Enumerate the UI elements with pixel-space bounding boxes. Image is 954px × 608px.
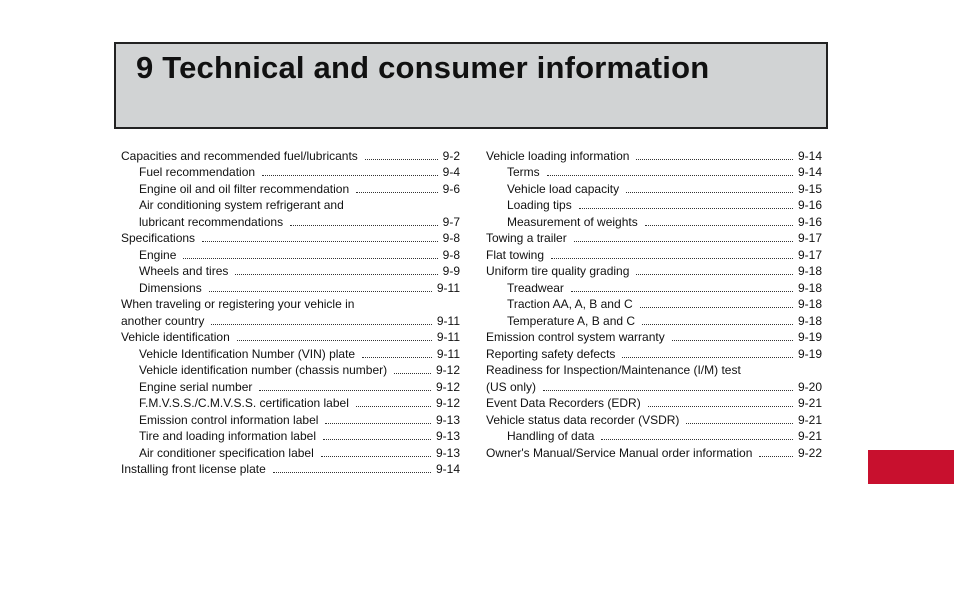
toc-dot-leader bbox=[273, 472, 431, 473]
chapter-thumb-tab bbox=[868, 450, 954, 484]
toc-dot-leader bbox=[601, 439, 793, 440]
toc-dot-leader bbox=[622, 357, 793, 358]
toc-entry-page: 9-16 bbox=[797, 214, 822, 229]
toc-dot-leader bbox=[636, 274, 793, 275]
toc-entry[interactable] bbox=[121, 460, 460, 477]
toc-entry[interactable] bbox=[121, 443, 460, 460]
toc-entry-page: 9-13 bbox=[435, 429, 460, 443]
toc-dot-leader bbox=[543, 390, 793, 391]
toc-entry-label: Air conditioner specification label bbox=[139, 445, 314, 460]
toc-dot-leader bbox=[642, 324, 793, 325]
toc-dot-leader bbox=[259, 390, 431, 391]
toc-dot-leader bbox=[672, 340, 793, 341]
toc-entry-page: 9-19 bbox=[797, 346, 822, 361]
toc-entry-page: 9-7 bbox=[442, 214, 460, 229]
toc-entry-page: 9-11 bbox=[436, 313, 460, 328]
toc-entry-label: Engine serial number bbox=[139, 379, 253, 394]
toc-entry[interactable] bbox=[486, 344, 822, 361]
toc-dot-leader bbox=[365, 159, 438, 160]
toc-entry-page: 9-21 bbox=[797, 429, 822, 443]
toc-entry[interactable] bbox=[486, 295, 822, 312]
toc-entry-page: 9-22 bbox=[797, 445, 822, 460]
toc-dot-leader bbox=[235, 274, 437, 275]
toc-entry-label: Vehicle loading information bbox=[486, 148, 630, 163]
chapter-header bbox=[114, 42, 828, 129]
toc-entry-page: 9-18 bbox=[797, 264, 822, 278]
toc-entry-page: 9-21 bbox=[797, 396, 822, 410]
toc-entry[interactable] bbox=[121, 394, 460, 411]
toc-entry-label: Dimensions bbox=[139, 280, 202, 295]
toc-entry-label: Event Data Recorders (EDR) bbox=[486, 396, 641, 410]
toc-entry-label: Readiness for Inspection/Maintenance (I/M) test bbox=[486, 363, 741, 377]
toc-entry-label: Reporting safety defects bbox=[486, 346, 616, 361]
toc-entry-label: Vehicle Identification Number (VIN) plate bbox=[139, 346, 356, 361]
toc-entry[interactable] bbox=[121, 245, 460, 262]
toc-entry-page: 9-18 bbox=[797, 297, 822, 311]
toc-entry-label: Handling of data bbox=[507, 429, 595, 443]
toc-dot-leader bbox=[645, 225, 793, 226]
toc-entry-page: 9-8 bbox=[442, 231, 460, 245]
toc-dot-leader bbox=[321, 456, 431, 457]
toc-entry-label: Emission control information label bbox=[139, 412, 319, 427]
toc-entry[interactable] bbox=[121, 311, 460, 328]
toc-entry-label: Uniform tire quality grading bbox=[486, 264, 630, 278]
toc-left-column bbox=[121, 146, 460, 476]
toc-entry-label: Loading tips bbox=[507, 198, 572, 212]
toc-entry[interactable] bbox=[121, 262, 460, 279]
toc-entry[interactable] bbox=[486, 328, 822, 345]
toc-dot-leader bbox=[759, 456, 793, 457]
toc-dot-leader bbox=[394, 373, 431, 374]
toc-entry-label: Air conditioning system refrigerant and bbox=[139, 198, 344, 212]
toc-entry[interactable] bbox=[486, 394, 822, 411]
toc-entry-page: 9-12 bbox=[435, 396, 460, 410]
toc-entry-label: Tire and loading information label bbox=[139, 429, 316, 443]
toc-entry-label: Wheels and tires bbox=[139, 264, 229, 278]
toc-entry-page: 9-4 bbox=[442, 165, 460, 179]
toc-entry[interactable] bbox=[486, 212, 822, 229]
toc-dot-leader bbox=[648, 406, 793, 407]
toc-entry-label: Temperature A, B and C bbox=[507, 313, 636, 328]
toc-entry[interactable] bbox=[486, 262, 822, 279]
toc-dot-leader bbox=[237, 340, 432, 341]
toc-entry-label: Fuel recommendation bbox=[139, 165, 256, 179]
toc-entry[interactable] bbox=[121, 328, 460, 345]
toc-entry-label: Vehicle status data recorder (VSDR) bbox=[486, 412, 680, 427]
toc-entry-label: Measurement of weights bbox=[507, 214, 638, 229]
toc-dot-leader bbox=[325, 423, 431, 424]
toc-entry[interactable] bbox=[121, 196, 460, 213]
toc-entry-label: (US only) bbox=[486, 379, 537, 394]
toc-entry[interactable] bbox=[121, 229, 460, 246]
toc-dot-leader bbox=[290, 225, 438, 226]
toc-entry-label: lubricant recommendations bbox=[139, 214, 284, 229]
toc-entry-label: Towing a trailer bbox=[486, 231, 567, 245]
toc-entry[interactable] bbox=[121, 163, 460, 180]
toc-entry[interactable] bbox=[121, 344, 460, 361]
toc-entry-page: 9-17 bbox=[797, 231, 822, 245]
toc-entry[interactable] bbox=[486, 229, 822, 246]
toc-entry-page: 9-14 bbox=[797, 165, 822, 179]
toc-entry-label: Capacities and recommended fuel/lubricants bbox=[121, 148, 358, 163]
toc-entry[interactable] bbox=[121, 212, 460, 229]
toc-entry-label: Vehicle load capacity bbox=[507, 181, 620, 196]
toc-entry[interactable] bbox=[486, 427, 822, 444]
toc-dot-leader bbox=[262, 175, 438, 176]
toc-entry-page: 9-18 bbox=[797, 313, 822, 328]
toc-dot-leader bbox=[323, 439, 431, 440]
toc-dot-leader bbox=[211, 324, 431, 325]
toc-dot-leader bbox=[362, 357, 432, 358]
toc-entry[interactable] bbox=[486, 443, 822, 460]
toc-entry-page: 9-17 bbox=[797, 247, 822, 262]
toc-entry[interactable] bbox=[486, 311, 822, 328]
toc-entry-label: F.M.V.S.S./C.M.V.S.S. certification label bbox=[139, 396, 349, 410]
toc-entry[interactable] bbox=[121, 295, 460, 312]
toc-entry[interactable] bbox=[121, 146, 460, 163]
toc-dot-leader bbox=[640, 307, 793, 308]
toc-dot-leader bbox=[202, 241, 438, 242]
toc-entry-page: 9-9 bbox=[442, 264, 460, 278]
toc-dot-leader bbox=[547, 175, 793, 176]
toc-dot-leader bbox=[356, 406, 431, 407]
toc-entry[interactable] bbox=[486, 245, 822, 262]
toc-entry-label: When traveling or registering your vehicle in bbox=[121, 297, 355, 311]
toc-entry-page: 9-11 bbox=[436, 330, 460, 344]
toc-entry-page: 9-11 bbox=[436, 346, 460, 361]
toc-entry[interactable] bbox=[486, 377, 822, 394]
toc-entry-page: 9-11 bbox=[436, 280, 460, 295]
toc-entry-label: another country bbox=[121, 313, 205, 328]
toc-entry[interactable] bbox=[486, 410, 822, 427]
chapter-title: 9 Technical and consumer information bbox=[136, 50, 710, 85]
toc-entry-label: Traction AA, A, B and C bbox=[507, 297, 633, 311]
toc-entry[interactable] bbox=[121, 179, 460, 196]
toc-entry-label: Terms bbox=[507, 165, 540, 179]
toc-entry-page: 9-16 bbox=[797, 198, 822, 212]
toc-dot-leader bbox=[356, 192, 438, 193]
toc-entry-label: Flat towing bbox=[486, 247, 545, 262]
toc-entry-label: Vehicle identification number (chassis number) bbox=[139, 363, 388, 377]
toc-entry-page: 9-14 bbox=[435, 462, 460, 476]
toc-entry[interactable] bbox=[121, 278, 460, 295]
toc-entry-page: 9-13 bbox=[435, 445, 460, 460]
toc-dot-leader bbox=[574, 241, 793, 242]
toc-entry[interactable] bbox=[486, 361, 822, 378]
toc-dot-leader bbox=[183, 258, 437, 259]
toc-dot-leader bbox=[686, 423, 793, 424]
toc-entry-page: 9-15 bbox=[797, 181, 822, 196]
toc-entry-label: Owner's Manual/Service Manual order information bbox=[486, 445, 753, 460]
toc-entry[interactable] bbox=[121, 377, 460, 394]
toc-entry-page: 9-2 bbox=[442, 148, 460, 163]
toc-entry-page: 9-13 bbox=[435, 412, 460, 427]
toc-dot-leader bbox=[626, 192, 793, 193]
toc-entry-label: Emission control system warranty bbox=[486, 330, 665, 344]
toc-entry-page: 9-12 bbox=[435, 363, 460, 377]
toc-entry-label: Engine bbox=[139, 247, 177, 262]
toc-dot-leader bbox=[551, 258, 793, 259]
toc-dot-leader bbox=[579, 208, 793, 209]
toc-entry-label: Engine oil and oil filter recommendation bbox=[139, 181, 350, 196]
toc-entry-page: 9-18 bbox=[797, 280, 822, 295]
toc-entry-page: 9-21 bbox=[797, 412, 822, 427]
toc-entry-page: 9-19 bbox=[797, 330, 822, 344]
toc-entry[interactable] bbox=[121, 361, 460, 378]
toc-entry-label: Treadwear bbox=[507, 280, 564, 295]
toc-entry-page: 9-12 bbox=[435, 379, 460, 394]
toc-entry-page: 9-20 bbox=[797, 379, 822, 394]
toc-entry-page: 9-14 bbox=[797, 148, 822, 163]
toc-right-column bbox=[486, 146, 822, 460]
toc-dot-leader bbox=[209, 291, 432, 292]
toc-entry-page: 9-6 bbox=[442, 181, 460, 196]
toc-entry[interactable] bbox=[486, 196, 822, 213]
toc-entry-label: Specifications bbox=[121, 231, 196, 245]
toc-entry-label: Vehicle identification bbox=[121, 330, 230, 344]
toc-entry[interactable] bbox=[121, 410, 460, 427]
toc-entry[interactable] bbox=[486, 179, 822, 196]
toc-entry-label: Installing front license plate bbox=[121, 462, 266, 476]
toc-dot-leader bbox=[571, 291, 793, 292]
toc-entry-page: 9-8 bbox=[442, 247, 460, 262]
toc-dot-leader bbox=[636, 159, 793, 160]
toc-entry[interactable] bbox=[121, 427, 460, 444]
toc-entry[interactable] bbox=[486, 278, 822, 295]
toc-entry[interactable] bbox=[486, 146, 822, 163]
toc-entry[interactable] bbox=[486, 163, 822, 180]
